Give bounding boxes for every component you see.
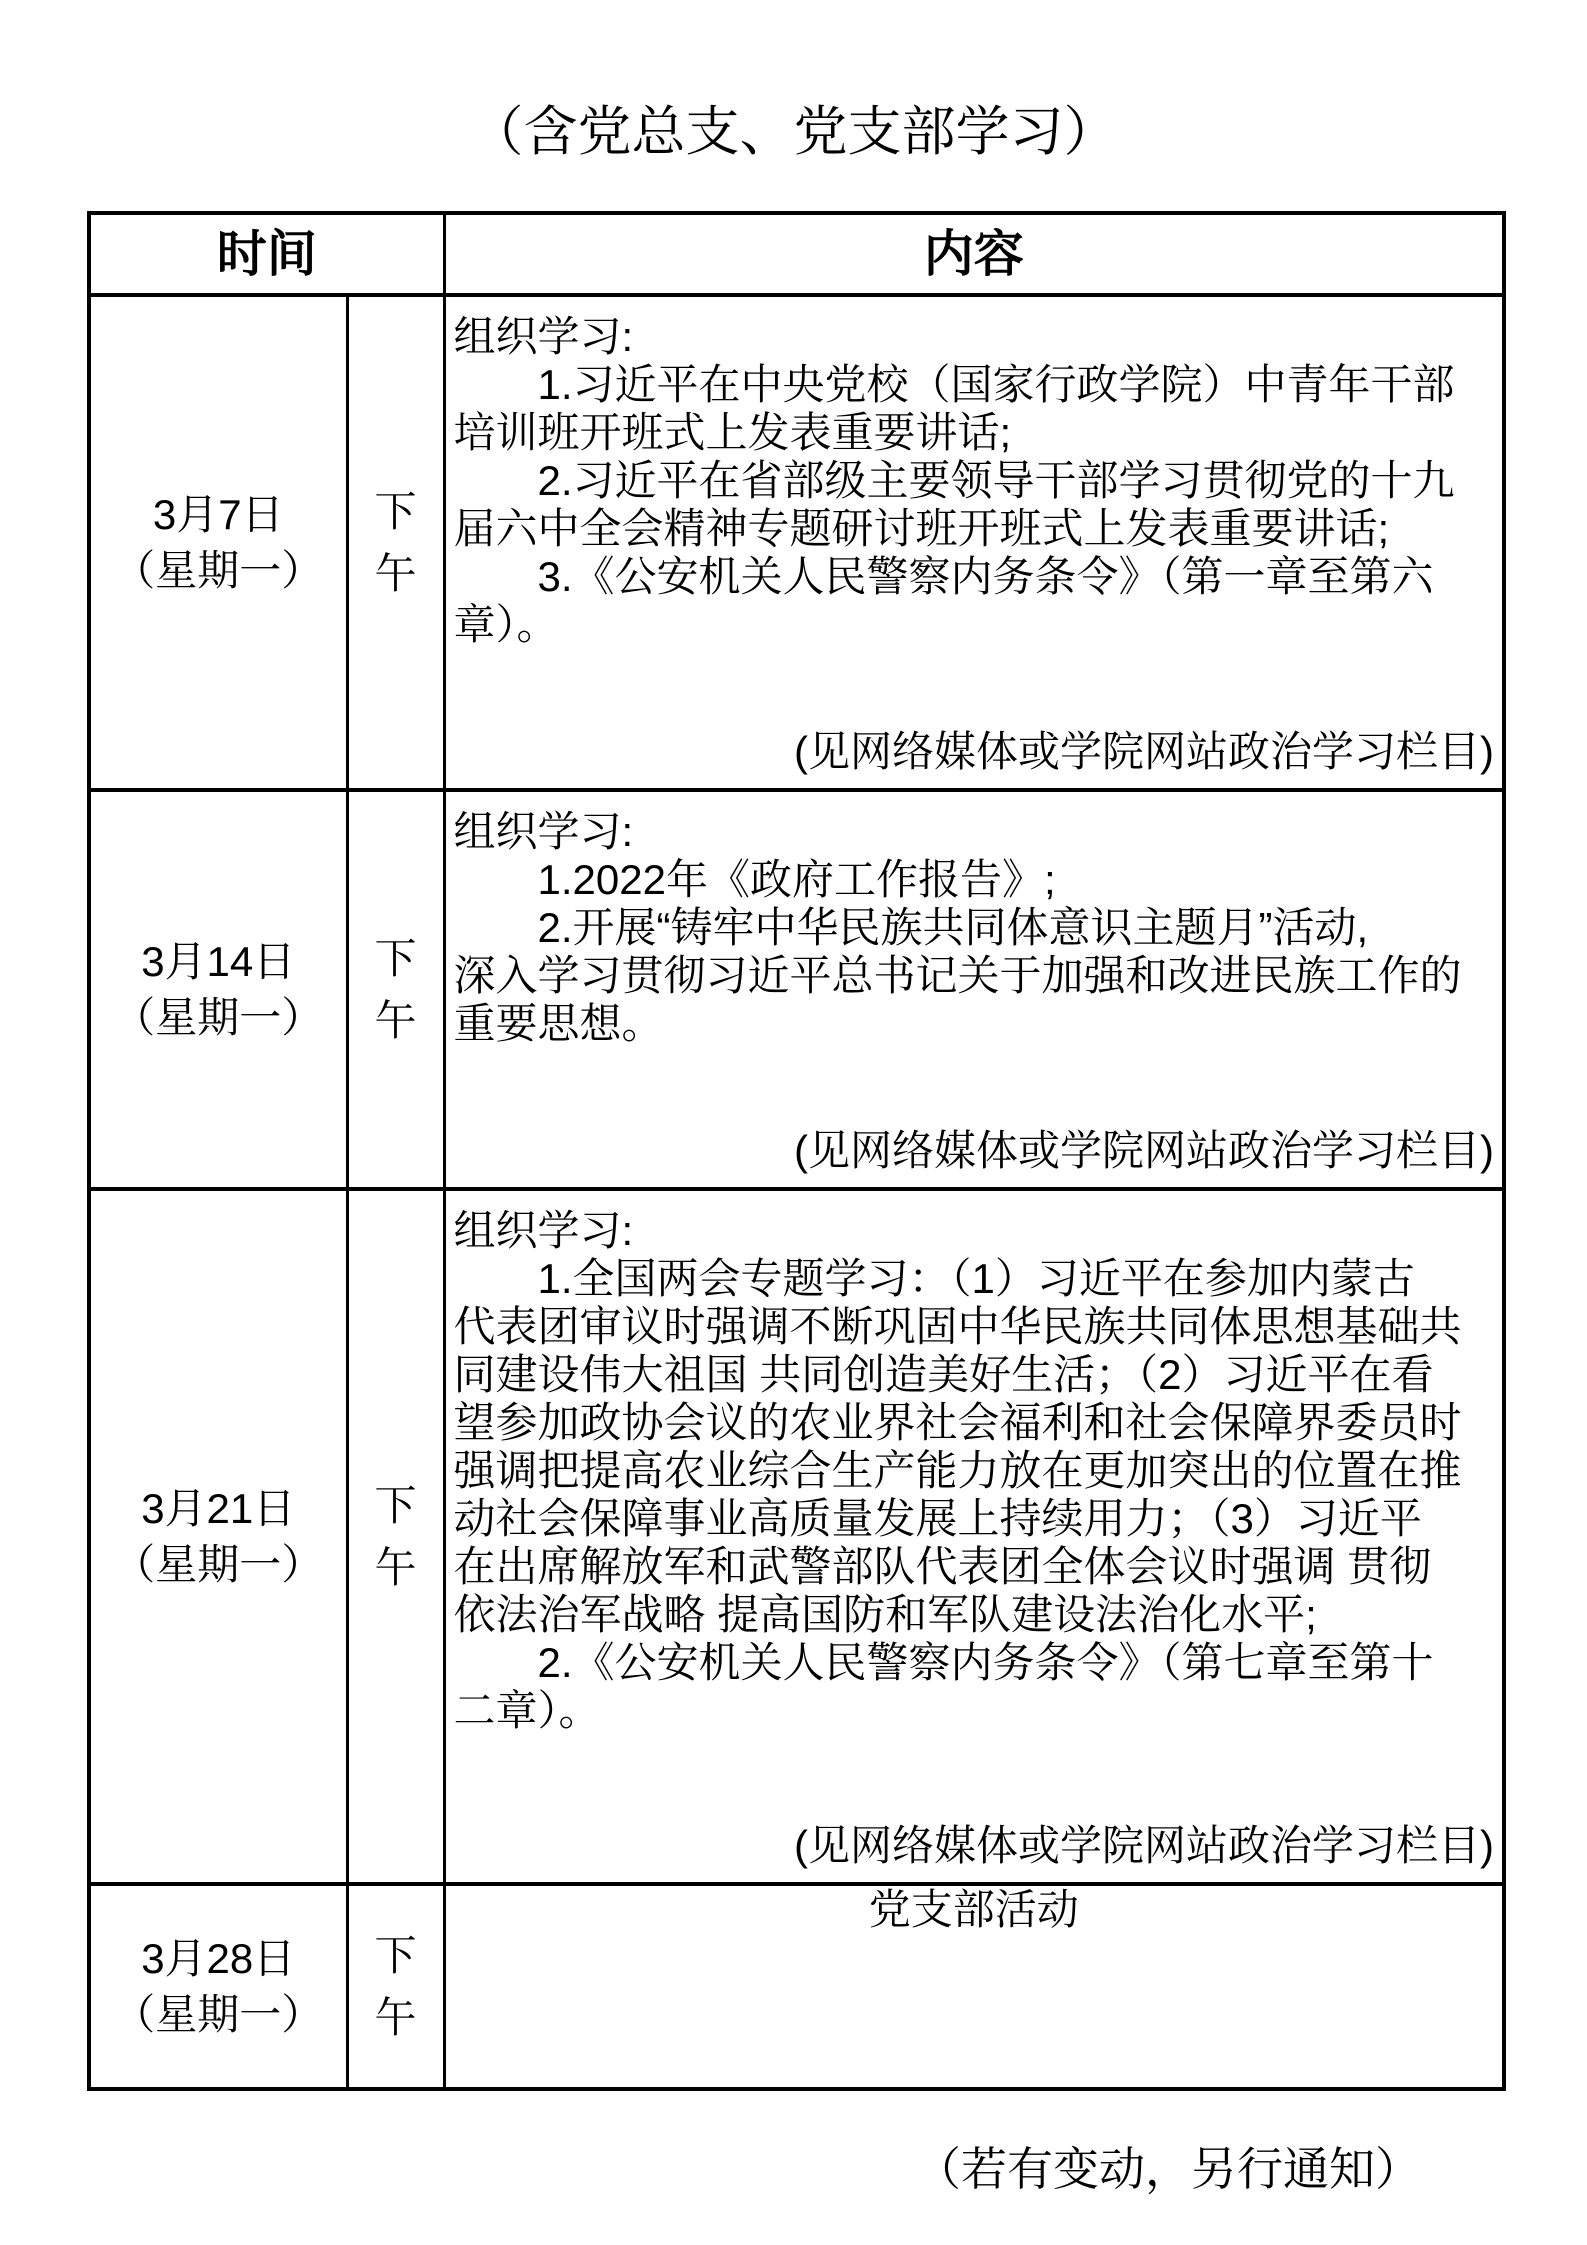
study-item-line: 依法治军战略 提高国防和军队建设法治化水平; bbox=[453, 1591, 1317, 1638]
weekday-text: （星期一） bbox=[113, 546, 324, 594]
content-cell bbox=[444, 790, 1504, 1189]
study-item-line: 1.2022年《政府工作报告》; bbox=[453, 856, 1056, 903]
content-cell bbox=[444, 1884, 1504, 2089]
study-item-line: 1.习近平在中央党校（国家行政学院）中青年干部 bbox=[453, 361, 1455, 408]
study-items bbox=[454, 1207, 1497, 1735]
weekday-text: （星期一） bbox=[113, 1540, 324, 1588]
date-text: 3月28日 bbox=[141, 1934, 296, 1982]
period-text: 下午 bbox=[374, 487, 417, 597]
content-cell bbox=[444, 295, 1504, 790]
date-cell bbox=[89, 1189, 347, 1884]
date-cell bbox=[89, 790, 347, 1189]
weekday-text: （星期一） bbox=[113, 1990, 324, 2038]
source-note: (见网络媒体或学院网站政治学习栏目) bbox=[794, 1127, 1494, 1174]
table-row-march-21 bbox=[89, 1189, 1504, 1884]
study-item-line: 重要思想。 bbox=[453, 1000, 664, 1047]
table-row-march-7 bbox=[89, 295, 1504, 790]
date-text: 3月21日 bbox=[141, 1484, 296, 1532]
document-subtitle: （含党总支、党支部学习） bbox=[469, 102, 1118, 162]
study-item-line: 组织学习: bbox=[453, 808, 634, 855]
weekday-text: （星期一） bbox=[113, 993, 324, 1041]
table-row-march-28 bbox=[89, 1884, 1504, 2089]
period-text: 下午 bbox=[374, 934, 417, 1044]
date-cell bbox=[89, 295, 347, 790]
study-item-line: 3.《公安机关人民警察内务条令》（第一章至第六 bbox=[453, 553, 1434, 600]
study-item-line: 动社会保障事业高质量发展上持续用力；（3）习近平 bbox=[453, 1495, 1422, 1542]
study-item-line: 二章）。 bbox=[453, 1687, 601, 1734]
study-item-line: 组织学习: bbox=[453, 313, 634, 360]
branch-activity-text: 党支部活动 bbox=[868, 1886, 1079, 1933]
study-item-line: 培训班开班式上发表重要讲话; bbox=[453, 409, 1012, 456]
period-text: 下午 bbox=[374, 1931, 417, 2041]
date-text: 3月7日 bbox=[152, 490, 284, 538]
period-cell bbox=[347, 1189, 444, 1884]
study-item-line: 在出席解放军和武警部队代表团全体会议时强调 贯彻 bbox=[453, 1543, 1432, 1590]
period-cell bbox=[347, 295, 444, 790]
period-text: 下午 bbox=[374, 1481, 417, 1591]
study-item-line: 同建设伟大祖国 共同创造美好生活；（2）习近平在看 bbox=[453, 1351, 1434, 1398]
study-items bbox=[454, 313, 1497, 649]
study-schedule-table bbox=[87, 211, 1506, 2091]
study-item-line: 强调把提高农业综合生产能力放在更加突出的位置在推 bbox=[453, 1447, 1462, 1494]
study-items bbox=[454, 808, 1497, 1048]
date-text: 3月14日 bbox=[141, 937, 296, 985]
source-note: (见网络媒体或学院网站政治学习栏目) bbox=[794, 728, 1494, 775]
table-row-march-14 bbox=[89, 790, 1504, 1189]
footer-note: （若有变动，另行通知） bbox=[915, 2144, 1421, 2195]
period-cell bbox=[347, 790, 444, 1189]
table-header-row bbox=[89, 213, 1504, 295]
study-item-line: 2.开展“铸牢中华民族共同体意识主题月”活动, bbox=[453, 904, 1369, 951]
study-item-line: 2.《公安机关人民警察内务条令》（第七章至第十 bbox=[453, 1639, 1434, 1686]
study-item-line: 代表团审议时强调不断巩固中华民族共同体思想基础共 bbox=[453, 1303, 1462, 1350]
study-item-line: 章）。 bbox=[453, 601, 559, 648]
period-cell bbox=[347, 1884, 444, 2089]
date-cell bbox=[89, 1884, 347, 2089]
column-header-content: 内容 bbox=[444, 213, 1504, 295]
study-item-line: 届六中全会精神专题研讨班开班式上发表重要讲话; bbox=[453, 505, 1390, 552]
source-note: (见网络媒体或学院网站政治学习栏目) bbox=[794, 1822, 1494, 1869]
study-item-line: 1.全国两会专题学习：（1）习近平在参加内蒙古 bbox=[453, 1255, 1415, 1302]
study-item-line: 望参加政协会议的农业界社会福利和社会保障界委员时 bbox=[453, 1399, 1462, 1446]
column-header-time: 时间 bbox=[89, 213, 444, 295]
study-item-line: 深入学习贯彻习近平总书记关于加强和改进民族工作的 bbox=[453, 952, 1462, 999]
content-cell bbox=[444, 1189, 1504, 1884]
study-item-line: 2.习近平在省部级主要领导干部学习贯彻党的十九 bbox=[453, 457, 1455, 504]
study-item-line: 组织学习: bbox=[453, 1207, 634, 1254]
